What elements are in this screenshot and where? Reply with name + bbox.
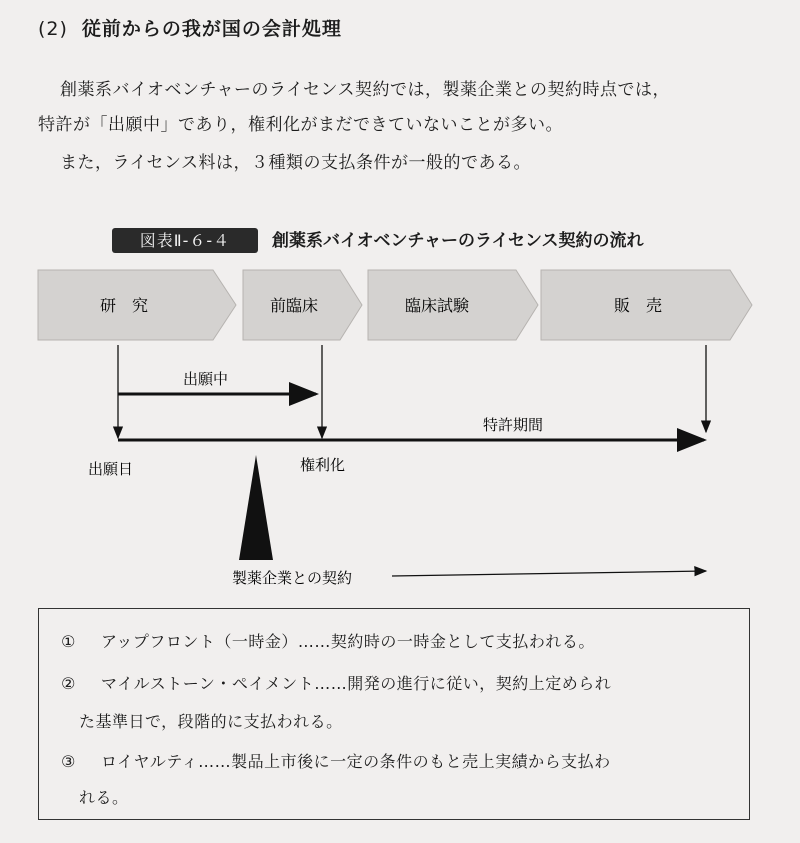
- paragraph-line-1: 創薬系バイオベンチャーのライセンス契約では，製薬企業との契約時点では，: [60, 80, 670, 100]
- payment-term-3-continued: れる。: [79, 788, 129, 807]
- figure-title: 創薬系バイオベンチャーのライセンス契約の流れ: [272, 231, 644, 251]
- contract-label: 製薬企業との契約: [232, 569, 353, 587]
- payment-term-number: ③: [61, 752, 76, 771]
- filing-date-label: 出願日: [88, 460, 134, 478]
- contract-arrow: [392, 571, 706, 576]
- figure-label: 図表Ⅱ-６-４: [112, 228, 258, 253]
- contract-marker: [239, 455, 273, 560]
- section-number: (2): [38, 18, 68, 40]
- pending-label: 出願中: [183, 370, 229, 388]
- payment-term-2: [61, 671, 611, 694]
- payment-term-text: ロイヤルティ……製品上市後に一定の条件のもと売上実績から支払わ: [101, 752, 611, 771]
- payment-term-text: マイルストーン・ペイメント……開発の進行に従い，契約上定められ: [101, 674, 612, 693]
- stage-sales: 販 売: [614, 296, 663, 315]
- payment-term-number: ①: [61, 632, 76, 651]
- section-title: 従前からの我が国の会計処理: [81, 18, 342, 40]
- payment-term-1: [61, 629, 595, 652]
- payment-term-3: [61, 749, 611, 772]
- payment-term-2-continued: た基準日で，段階的に支払われる。: [79, 712, 343, 731]
- stage-preclinical: 前臨床: [270, 296, 319, 315]
- payment-term-text: アップフロント（一時金）……契約時の一時金として支払われる。: [101, 632, 595, 651]
- stage-research: 研 究: [100, 296, 149, 315]
- stage-clinical: 臨床試験: [405, 296, 470, 315]
- patent-period-label: 特許期間: [483, 416, 544, 434]
- paragraph-line-2: 特許が「出願中」であり，権利化がまだできていないことが多い。: [38, 115, 563, 135]
- granted-label: 権利化: [300, 456, 346, 474]
- payment-term-number: ②: [61, 674, 76, 693]
- payment-terms-box: [38, 608, 750, 820]
- paragraph-line-3: また，ライセンス料は，３種類の支払条件が一般的である。: [60, 153, 531, 173]
